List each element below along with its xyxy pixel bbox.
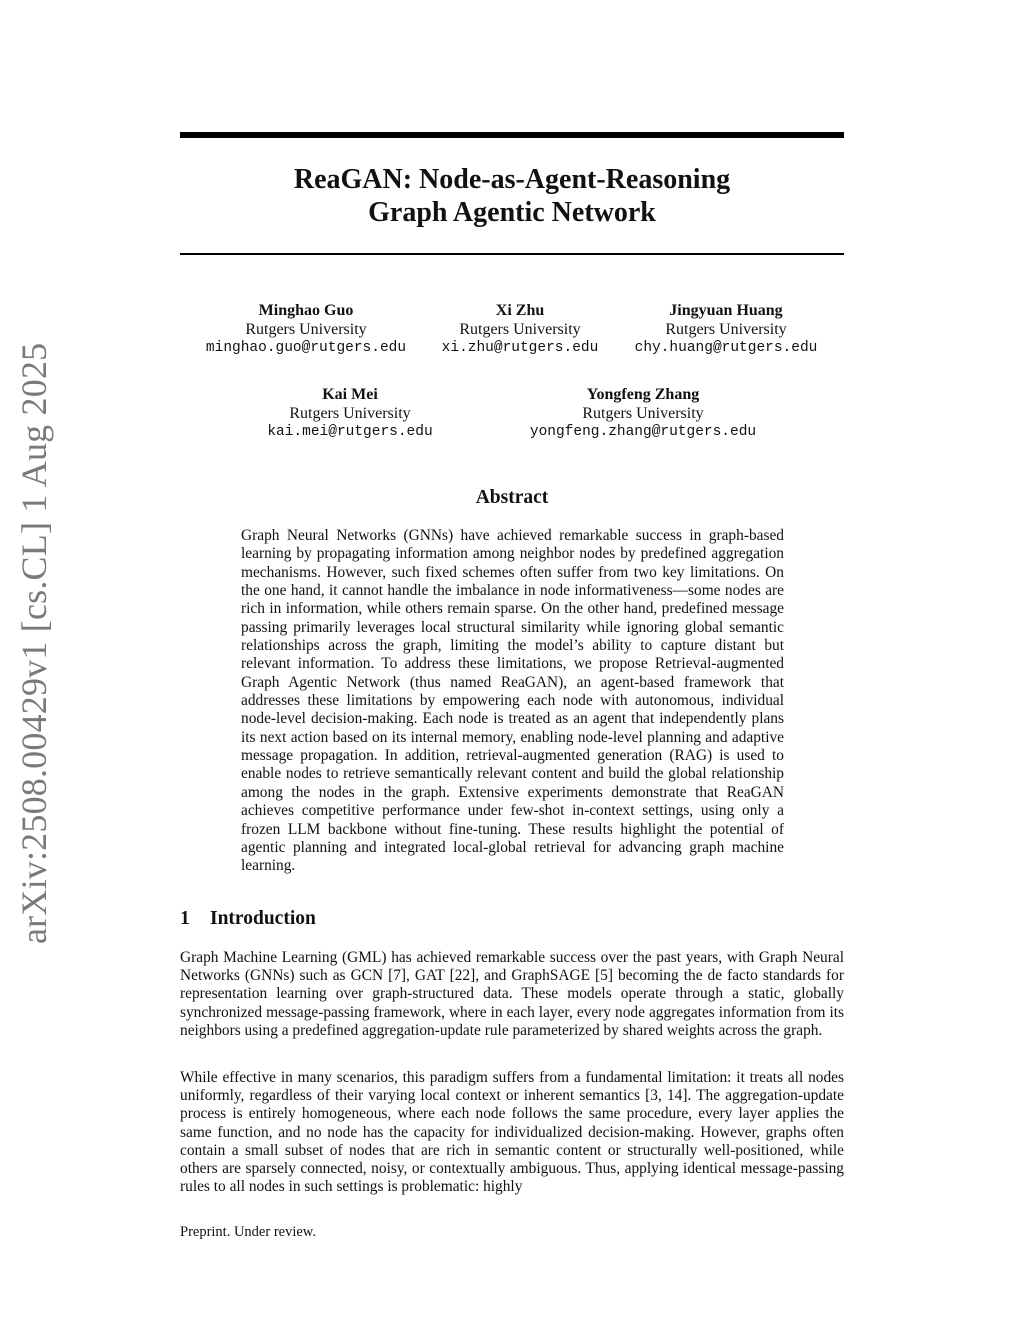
footer-note: Preprint. Under review. xyxy=(180,1224,316,1240)
author-name: Xi Zhu xyxy=(495,302,545,319)
author-name: Yongfeng Zhang xyxy=(586,386,700,403)
paper-title xyxy=(180,163,844,229)
author-email[interactable]: minghao.guo@rutgers.edu xyxy=(205,340,407,356)
title-line-1: ReaGAN: Node-as-Agent-Reasoning xyxy=(293,164,731,195)
author-affiliation: Rutgers University xyxy=(245,321,367,338)
author-email[interactable]: chy.huang@rutgers.edu xyxy=(634,340,818,356)
author-affiliation: Rutgers University xyxy=(459,321,581,338)
author-email[interactable]: yongfeng.zhang@rutgers.edu xyxy=(529,424,757,440)
abstract-heading: Abstract xyxy=(475,487,549,508)
section-title: Introduction xyxy=(210,908,316,929)
title-bottom-rule xyxy=(180,253,844,255)
author-affiliation: Rutgers University xyxy=(289,405,411,422)
author-email[interactable]: xi.zhu@rutgers.edu xyxy=(441,340,599,356)
author-block xyxy=(513,385,773,442)
arxiv-identifier: arXiv:2508.00429v1 [cs.CL] 1 Aug 2025 xyxy=(14,342,54,944)
intro-paragraph: Graph Machine Learning (GML) has achieved remarkable success over the past years, with Graph Neural Networks (GNNs) such as GCN [7], GAT [22], and GraphSAGE [5] becoming the de facto standards for representation learning over graph-structured data. These models operate through a static, globally synchronized message-passing framework, where in each layer, every node aggregates information from its neighbors using a predefined aggregation-update rule parameterized by shared weights across the graph. xyxy=(180,949,844,1039)
author-name: Jingyuan Huang xyxy=(669,302,783,319)
abstract-text: Graph Neural Networks (GNNs) have achieved remarkable success in graph-based learning by propagating information among neighbor nodes by predefined aggregation mechanisms. However, such fixed schemes often suffer from two key limitations. On the one hand, it cannot handle the imbalance in node informativeness—some nodes are rich in information, while others remain sparse. On the other hand, predefined message passing primarily leverages local structural similarity while ignoring global semantic relationships across the graph, limiting the model’s ability to capture distant but relevant information. To address these limitations, we propose Retrieval-augmented Graph Agentic Network (thus named ReaGAN), an agent-based framework that addresses these limitations by empowering each node with autonomous, individual node-level decision-making. Each node is treated as an agent that independently plans its next action based on its internal memory, enabling node-level planning and adaptive message propagation. In addition, retrieval-augmented generation (RAG) is used to enable nodes to retrieve semantically relevant content and build the global relationship among the nodes in the graph. Extensive experiments demonstrate that ReaGAN achieves competitive performance under few-shot in-context settings, using only a frozen LLM backbone without fine-tuning. These results highlight the potential of agentic planning and integrated local-global retrieval for advancing graph machine learning. xyxy=(241,527,784,875)
author-email[interactable]: kai.mei@rutgers.edu xyxy=(267,424,433,440)
author-name: Minghao Guo xyxy=(258,302,354,319)
author-block xyxy=(220,385,480,442)
author-block xyxy=(596,301,856,358)
section-number: 1 xyxy=(180,908,190,929)
author-affiliation: Rutgers University xyxy=(665,321,787,338)
section-heading-introduction xyxy=(180,908,316,930)
author-affiliation: Rutgers University xyxy=(582,405,704,422)
author-name: Kai Mei xyxy=(322,386,378,403)
title-top-rule xyxy=(180,132,844,138)
title-line-2: Graph Agentic Network xyxy=(368,197,656,228)
intro-paragraph: While effective in many scenarios, this paradigm suffers from a fundamental limitation: it treats all nodes uniformly, regardless of their varying local context or inherent semantics [3, 14]. The aggregation-update process is entirely homogeneous, where each node follows the same procedure, every layer applies the same function, and no node has the capacity for individualized decision-making. However, graphs often contain a small subset of nodes that are rich in semantic content or structurally well-positioned, while others are sparsely connected, noisy, or contextually ambiguous. Thus, applying identical message-passing rules to all nodes in such settings is problematic: highly xyxy=(180,1069,844,1196)
